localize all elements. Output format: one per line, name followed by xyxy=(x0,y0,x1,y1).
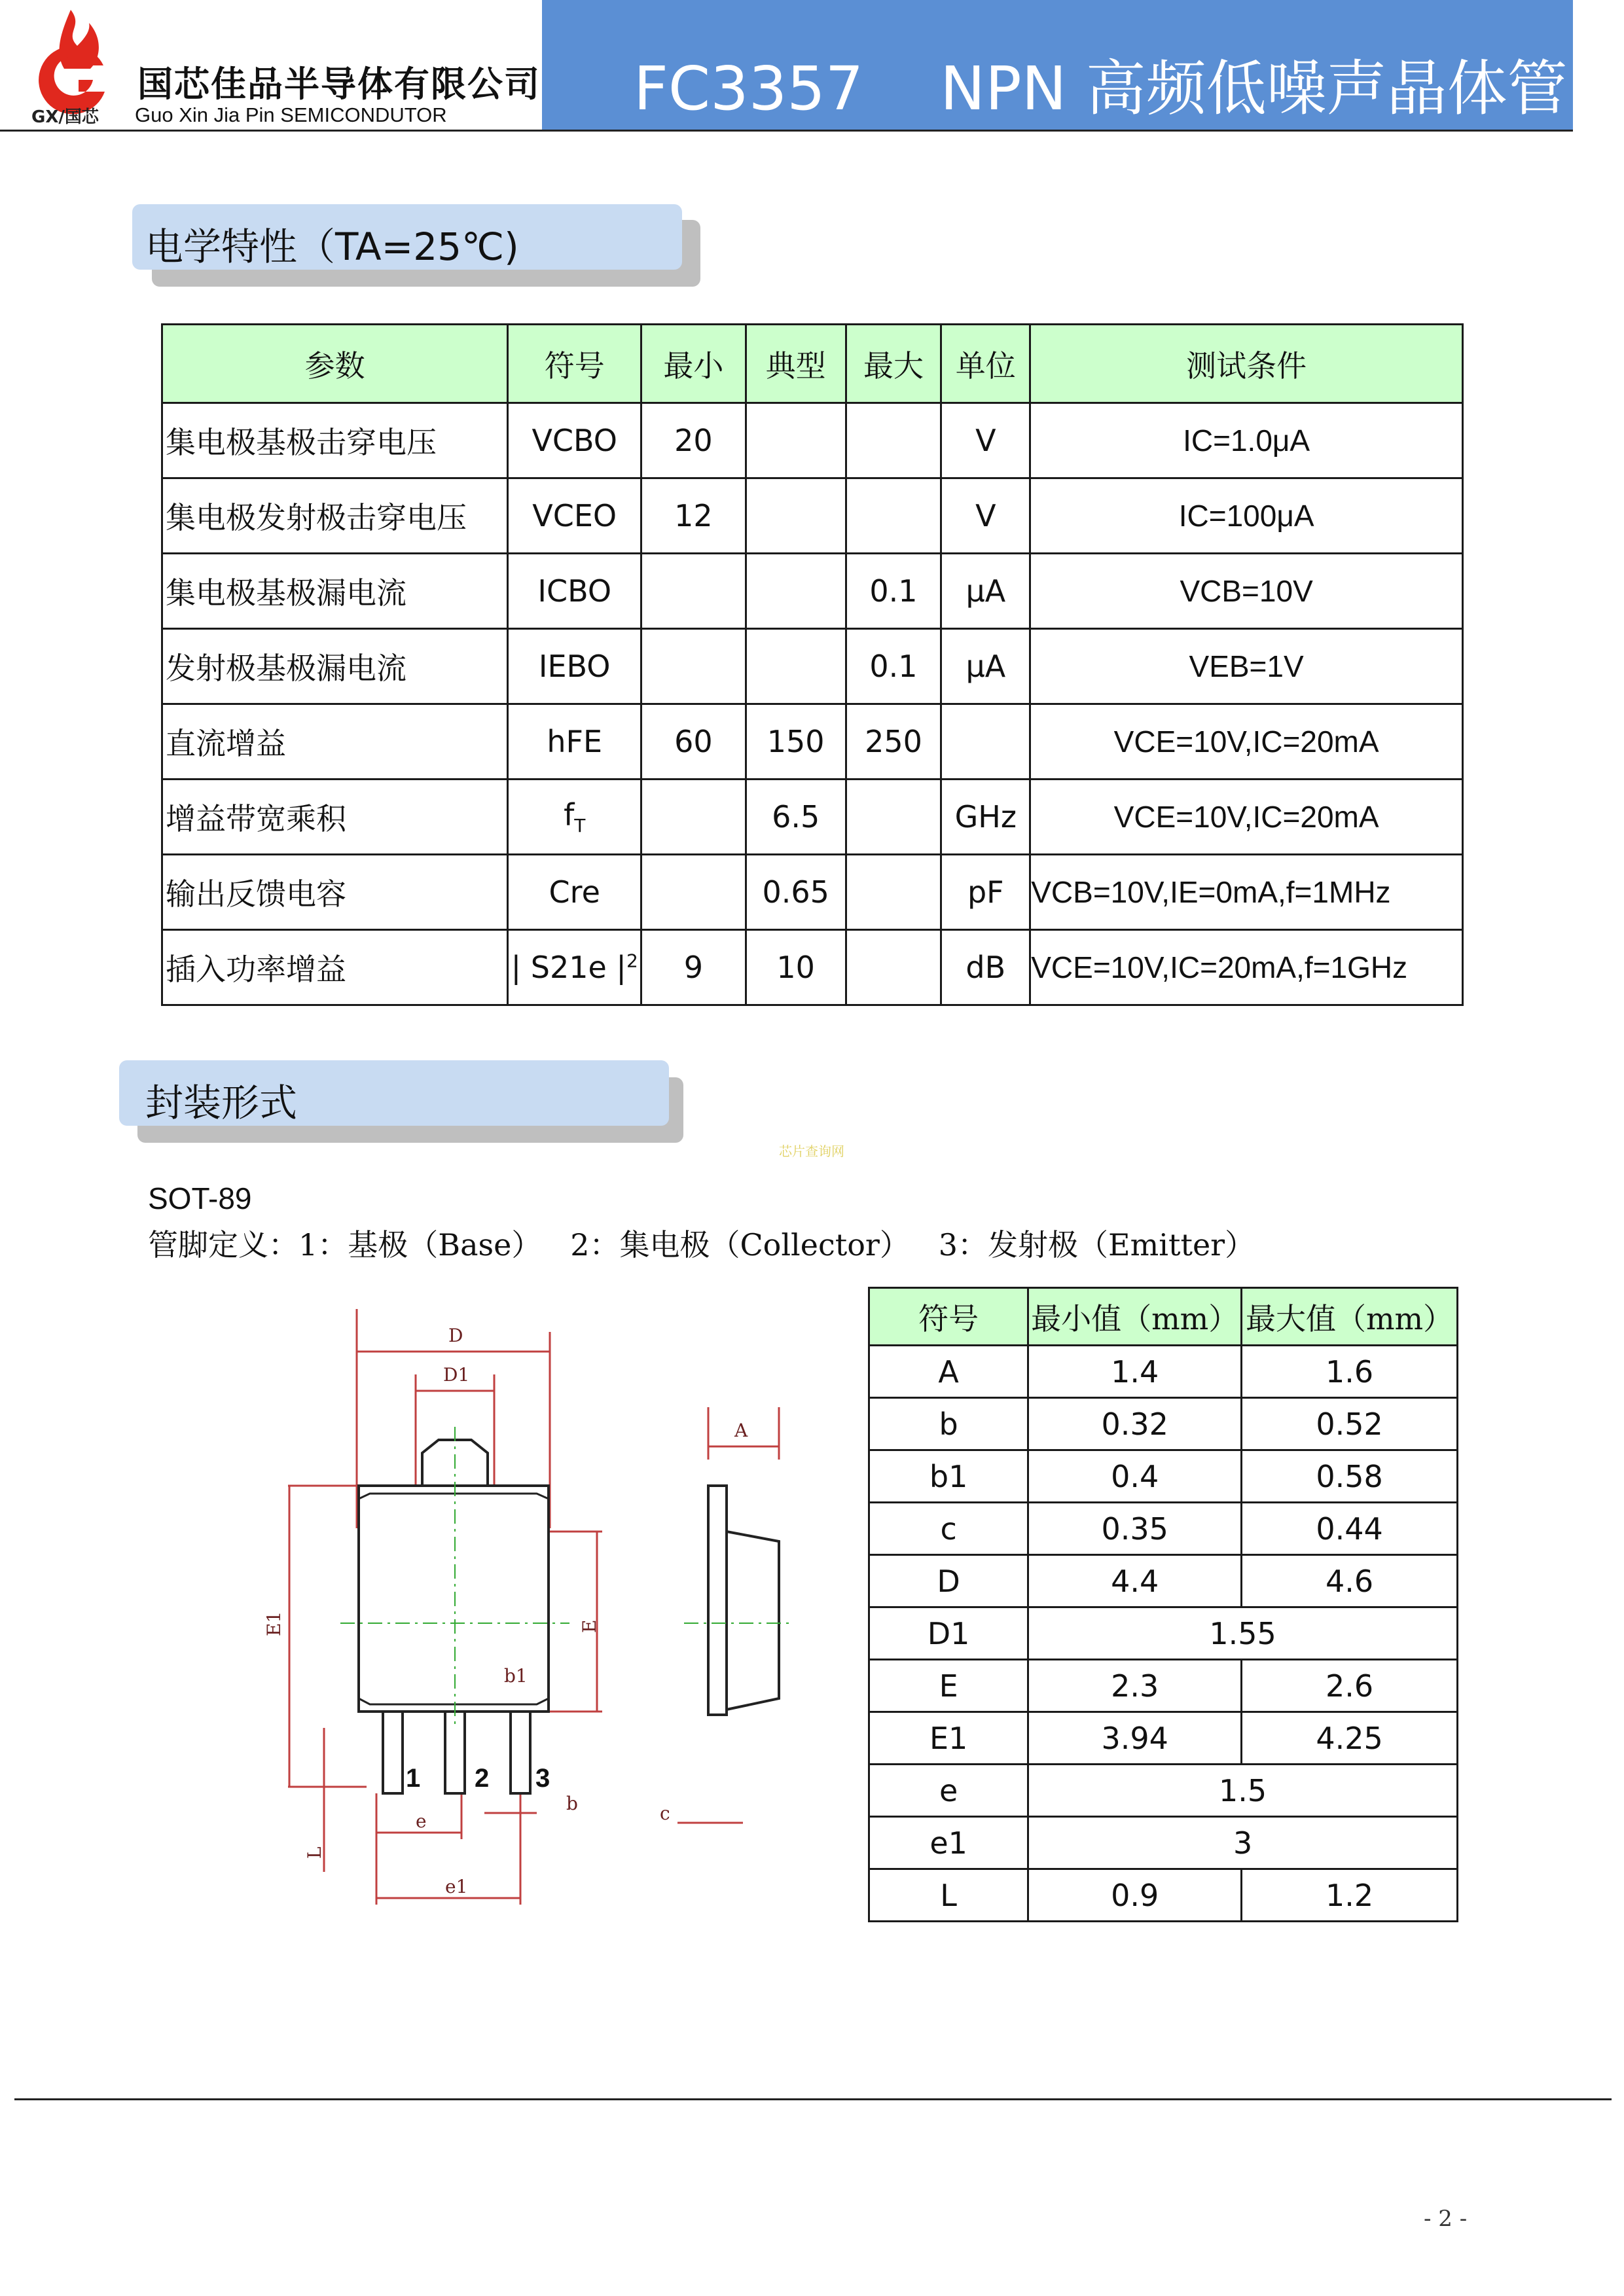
table-row xyxy=(869,1346,1458,1398)
dim-max: 0.52 xyxy=(1242,1398,1458,1450)
min-cell: 12 xyxy=(641,478,746,554)
dim-symbol: E1 xyxy=(869,1712,1028,1765)
condition-cell: VCB=10V,IE=0mA,f=1MHz xyxy=(1030,855,1463,930)
symbol-text: | S21e | xyxy=(511,950,626,985)
condition-cell: VEB=1V xyxy=(1030,629,1463,704)
min-cell: 9 xyxy=(641,930,746,1005)
param-cell: 发射极基极漏电流 xyxy=(162,629,508,704)
dim-label-e: e xyxy=(416,1810,427,1832)
dim-min: 3.94 xyxy=(1028,1712,1242,1765)
section-title-electrical: 电学特性（TA=25℃) xyxy=(145,224,519,269)
symbol-cell: Cre xyxy=(508,855,641,930)
symbol-subscript: T xyxy=(574,815,586,837)
unit-cell: GHz xyxy=(941,780,1030,855)
min-cell xyxy=(641,554,746,629)
dim-min: 0.4 xyxy=(1028,1450,1242,1503)
dim-value: 1.5 xyxy=(1028,1765,1458,1817)
dim-min: 1.4 xyxy=(1028,1346,1242,1398)
col-header-min: 最小值（mm） xyxy=(1028,1288,1242,1346)
param-cell: 集电极基极漏电流 xyxy=(162,554,508,629)
unit-cell xyxy=(941,704,1030,780)
min-cell: 20 xyxy=(641,403,746,478)
param-cell: 增益带宽乘积 xyxy=(162,780,508,855)
table-row xyxy=(869,1712,1458,1765)
symbol-superscript: 2 xyxy=(626,950,638,972)
condition-cell: VCE=10V,IC=20mA xyxy=(1030,780,1463,855)
symbol-cell: IEBO xyxy=(508,629,641,704)
section-title-package: 封装形式 xyxy=(145,1081,298,1125)
dim-value: 3 xyxy=(1028,1817,1458,1869)
min-cell xyxy=(641,855,746,930)
min-cell: 60 xyxy=(641,704,746,780)
pin-label-3: 3 xyxy=(535,1764,550,1793)
pin-definition: 管脚定义：1：基极（Base） 2：集电极（Collector） 3：发射极（Emitter） xyxy=(148,1227,1255,1263)
max-cell xyxy=(846,780,941,855)
dim-symbol: L xyxy=(869,1869,1028,1922)
symbol-cell: VCBO xyxy=(508,403,641,478)
dim-symbol: A xyxy=(869,1346,1028,1398)
col-header-symbol: 符号 xyxy=(508,325,641,403)
typ-cell: 6.5 xyxy=(746,780,846,855)
page-number: - 2 - xyxy=(1424,2206,1468,2232)
param-cell: 插入功率增益 xyxy=(162,930,508,1005)
package-dimension-table xyxy=(868,1287,1458,1922)
table-row xyxy=(162,780,1463,855)
table-row xyxy=(162,403,1463,478)
symbol-cell xyxy=(508,930,641,1005)
condition-cell: IC=1.0μA xyxy=(1030,403,1463,478)
unit-cell: V xyxy=(941,403,1030,478)
unit-cell: pF xyxy=(941,855,1030,930)
dim-min: 0.32 xyxy=(1028,1398,1242,1450)
dim-symbol: D1 xyxy=(869,1607,1028,1660)
dim-max: 0.44 xyxy=(1242,1503,1458,1555)
col-header-min: 最小 xyxy=(641,325,746,403)
table-header-row xyxy=(869,1288,1458,1346)
col-header-typ: 典型 xyxy=(746,325,846,403)
unit-cell: V xyxy=(941,478,1030,554)
param-cell: 集电极发射极击穿电压 xyxy=(162,478,508,554)
col-header-max: 最大值（mm） xyxy=(1242,1288,1458,1346)
typ-cell: 10 xyxy=(746,930,846,1005)
dim-label-L: L xyxy=(304,1846,325,1859)
condition-cell: VCB=10V xyxy=(1030,554,1463,629)
typ-cell: 150 xyxy=(746,704,846,780)
min-cell xyxy=(641,780,746,855)
dim-label-b1: b1 xyxy=(504,1665,528,1687)
max-cell xyxy=(846,478,941,554)
dim-label-c: c xyxy=(660,1803,670,1824)
dim-label-e1: e1 xyxy=(445,1876,468,1897)
package-type: SOT-89 xyxy=(148,1181,252,1215)
dim-min: 4.4 xyxy=(1028,1555,1242,1607)
max-cell xyxy=(846,930,941,1005)
max-cell: 0.1 xyxy=(846,629,941,704)
table-row xyxy=(162,629,1463,704)
symbol-text: f xyxy=(564,797,575,833)
dim-symbol: e1 xyxy=(869,1817,1028,1869)
header-divider xyxy=(0,130,1573,132)
dim-label-D1: D1 xyxy=(443,1364,470,1386)
dim-min: 2.3 xyxy=(1028,1660,1242,1712)
table-row xyxy=(869,1660,1458,1712)
company-english-name: Guo Xin Jia Pin SEMICONDUTOR xyxy=(135,103,447,126)
dim-max: 1.2 xyxy=(1242,1869,1458,1922)
param-cell: 直流增益 xyxy=(162,704,508,780)
dim-label-E: E xyxy=(579,1619,600,1633)
dim-min: 0.9 xyxy=(1028,1869,1242,1922)
table-row xyxy=(162,855,1463,930)
table-row xyxy=(869,1503,1458,1555)
table-row xyxy=(162,554,1463,629)
col-header-symbol: 符号 xyxy=(869,1288,1028,1346)
col-header-condition: 测试条件 xyxy=(1030,325,1463,403)
max-cell: 0.1 xyxy=(846,554,941,629)
param-cell: 输出反馈电容 xyxy=(162,855,508,930)
table-row xyxy=(869,1765,1458,1817)
table-row xyxy=(162,930,1463,1005)
condition-cell: IC=100μA xyxy=(1030,478,1463,554)
table-row xyxy=(162,478,1463,554)
footer-divider xyxy=(14,2098,1612,2100)
symbol-cell xyxy=(508,780,641,855)
dim-symbol: b1 xyxy=(869,1450,1028,1503)
dim-label-A: A xyxy=(734,1420,748,1441)
dim-symbol: b xyxy=(869,1398,1028,1450)
symbol-cell: VCEO xyxy=(508,478,641,554)
typ-cell xyxy=(746,403,846,478)
dim-value: 1.55 xyxy=(1028,1607,1458,1660)
condition-cell: VCE=10V,IC=20mA,f=1GHz xyxy=(1030,930,1463,1005)
col-header-unit: 单位 xyxy=(941,325,1030,403)
dim-max: 4.6 xyxy=(1242,1555,1458,1607)
col-header-param: 参数 xyxy=(162,325,508,403)
dim-max: 1.6 xyxy=(1242,1346,1458,1398)
dim-symbol: D xyxy=(869,1555,1028,1607)
symbol-cell: ICBO xyxy=(508,554,641,629)
dim-max: 2.6 xyxy=(1242,1660,1458,1712)
table-row xyxy=(869,1869,1458,1922)
dim-min: 0.35 xyxy=(1028,1503,1242,1555)
symbol-cell: hFE xyxy=(508,704,641,780)
pin-label-2: 2 xyxy=(475,1764,490,1793)
typ-cell xyxy=(746,629,846,704)
max-cell xyxy=(846,403,941,478)
electrical-characteristics-table xyxy=(161,323,1464,1006)
dim-max: 0.58 xyxy=(1242,1450,1458,1503)
table-row xyxy=(162,704,1463,780)
unit-cell: μA xyxy=(941,554,1030,629)
dim-label-E1: E1 xyxy=(263,1611,285,1636)
condition-cell: VCE=10V,IC=20mA xyxy=(1030,704,1463,780)
document-title: FC3357 NPN 高频低噪声晶体管 xyxy=(634,54,1568,124)
typ-cell xyxy=(746,554,846,629)
watermark: 芯片查询网 xyxy=(779,1143,844,1159)
unit-cell: μA xyxy=(941,629,1030,704)
col-header-max: 最大 xyxy=(846,325,941,403)
dim-symbol: E xyxy=(869,1660,1028,1712)
company-logo xyxy=(25,7,123,115)
min-cell xyxy=(641,629,746,704)
table-row xyxy=(869,1450,1458,1503)
typ-cell xyxy=(746,478,846,554)
unit-cell: dB xyxy=(941,930,1030,1005)
company-name: 国芯佳品半导体有限公司 xyxy=(137,63,541,105)
table-row xyxy=(869,1398,1458,1450)
dim-label-D: D xyxy=(448,1325,463,1346)
max-cell: 250 xyxy=(846,704,941,780)
typ-cell: 0.65 xyxy=(746,855,846,930)
table-header-row xyxy=(162,325,1463,403)
logo-caption: GX/国芯 xyxy=(31,107,99,127)
param-cell: 集电极基极击穿电压 xyxy=(162,403,508,478)
table-row xyxy=(869,1607,1458,1660)
table-row xyxy=(869,1817,1458,1869)
dim-label-b: b xyxy=(566,1793,578,1814)
pin-label-1: 1 xyxy=(406,1764,421,1793)
dim-symbol: c xyxy=(869,1503,1028,1555)
max-cell xyxy=(846,855,941,930)
table-row xyxy=(869,1555,1458,1607)
dim-symbol: e xyxy=(869,1765,1028,1817)
package-outline-drawing xyxy=(262,1309,812,1924)
dim-max: 4.25 xyxy=(1242,1712,1458,1765)
